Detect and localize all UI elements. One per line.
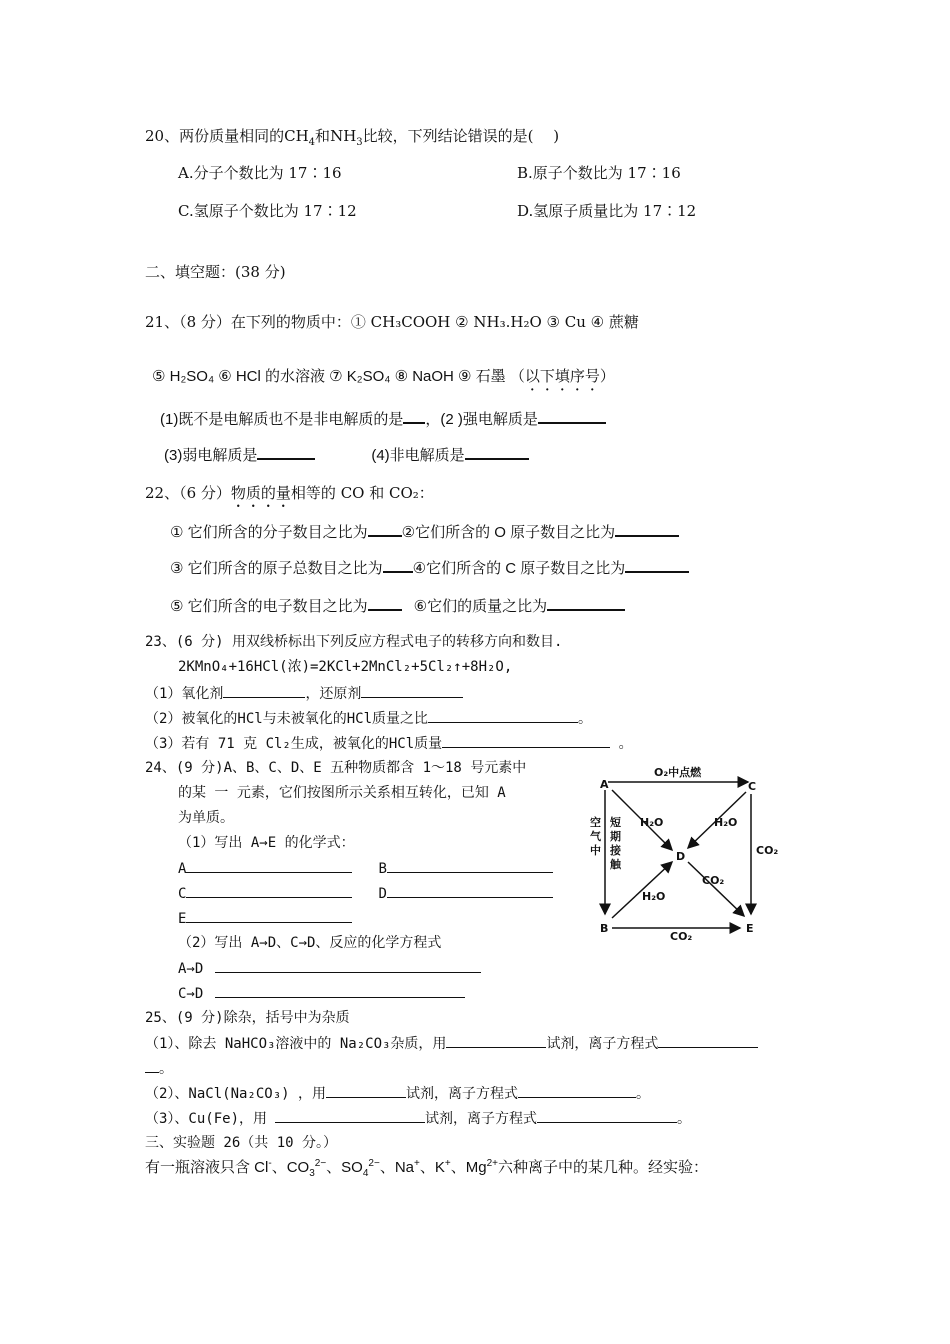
answer-blank[interactable] — [326, 1083, 406, 1098]
label-h2o-ad: H₂O — [640, 816, 664, 829]
q24-part-1: （1）写出 A→E 的化学式： — [178, 835, 355, 851]
answer-blank[interactable] — [442, 733, 610, 748]
node-c: C — [748, 780, 757, 793]
q25-part-1-cont: 。 — [145, 1058, 173, 1079]
label-air-2: 气 — [590, 830, 601, 843]
q23-equation: 2KMnO₄+16HCl(浓)=2KCl+2MnCl₂+5Cl₂↑+8H₂O, — [178, 659, 513, 675]
q24-stem-2: 的某 一 元素，它们按图所示关系相互转化，已知 A — [178, 785, 506, 801]
q25-part-2: （2）、NaCl(Na₂CO₃) ，用 试剂，离子方程式 。 — [145, 1083, 650, 1104]
answer-blank[interactable] — [625, 557, 689, 573]
label-short-4: 触 — [610, 858, 621, 871]
answer-blank[interactable] — [368, 595, 402, 611]
answer-blank[interactable] — [186, 883, 352, 898]
answer-blank[interactable] — [403, 408, 425, 424]
label-air-3: 中 — [590, 844, 601, 857]
label-air-1: 空 — [590, 816, 601, 829]
label-short-3: 接 — [610, 844, 621, 857]
q21-part-3-4: (3)弱电解质是 (4)非电解质是 — [164, 444, 529, 466]
q24-stem-3: 为单质。 — [178, 810, 234, 826]
q24-row-e: E — [178, 908, 352, 929]
q23-part-3: （3）若有 71 克 Cl₂生成，被氧化的HCl质量 。 — [145, 733, 633, 754]
answer-blank[interactable] — [518, 1083, 636, 1098]
label-short-1: 短 — [610, 816, 621, 829]
q20-option-b: B.原子个数比为 17∶16 — [517, 164, 681, 182]
node-a: A — [600, 778, 609, 791]
answer-blank[interactable] — [446, 1033, 546, 1048]
label-co2-de: CO₂ — [702, 874, 725, 887]
q26-stem: 有一瓶溶液只含 Cl-、$CO_3^{2-}$、$SO_4^{2-}$、Na+、K+、$Mg^{2+}$六种离子中的某几种。经实验： — [145, 1158, 708, 1179]
q22-row-2: ③ 它们所含的原子总数目之比为 ④它们所含的 C 原子数目之比为 — [170, 557, 689, 579]
answer-blank[interactable] — [361, 683, 463, 698]
q20-option-d: D.氢原子质量比为 17∶12 — [517, 202, 697, 220]
section-3-heading: 三、实验题 26（共 10 分。） — [145, 1135, 338, 1151]
answer-blank[interactable] — [658, 1033, 758, 1048]
answer-blank[interactable] — [215, 958, 481, 973]
q25-part-1: （1）、除去 NaHCO₃溶液中的 Na₂CO₃杂质，用 试剂，离子方程式 — [145, 1033, 758, 1054]
q22-row-3: ⑤ 它们所含的电子数目之比为 ⑥它们的质量之比为 — [170, 595, 625, 617]
answer-blank[interactable] — [275, 1108, 425, 1123]
answer-blank[interactable] — [387, 883, 553, 898]
answer-blank[interactable] — [538, 408, 606, 424]
answer-blank[interactable] — [547, 595, 625, 611]
q24-row-cd-eq: C→D — [178, 983, 465, 1004]
q21-stem: 21、（8 分）在下列的物质中：① CH₃COOH ② NH₃.H₂O ③ Cu ④ 蔗糖 — [145, 313, 639, 331]
emphasis-dots: 以下填序号 — [524, 368, 600, 385]
answer-blank[interactable] — [186, 858, 352, 873]
node-b: B — [600, 922, 609, 935]
q24-part-2: （2）写出 A→D、C→D、反应的化学方程式 — [178, 935, 442, 951]
q23-part-2: （2）被氧化的HCl与未被氧化的HCl质量之比 。 — [145, 708, 592, 729]
label-o2-ignite: O₂中点燃 — [654, 766, 702, 779]
q21-part-1-2: (1)既不是电解质也不是非电解质的是 ，(2 )强电解质是 — [160, 408, 606, 430]
node-d: D — [676, 850, 686, 863]
answer-blank[interactable] — [465, 444, 529, 460]
conversion-diagram — [588, 760, 788, 940]
q24-row-cd: C D — [178, 883, 553, 904]
q21-substances: ⑤ H₂SO₄ ⑥ HCl 的水溶液 ⑦ K₂SO₄ ⑧ NaOH ⑨ 石墨 （以下填序号） — [152, 368, 615, 385]
answer-blank[interactable] — [383, 557, 413, 573]
answer-blank[interactable] — [257, 444, 315, 460]
answer-blank[interactable] — [186, 908, 352, 923]
answer-blank[interactable] — [368, 521, 402, 537]
label-h2o-cd: H₂O — [714, 816, 738, 829]
answer-blank[interactable] — [537, 1108, 677, 1123]
answer-blank[interactable] — [428, 708, 578, 723]
q24-row-ab: A B — [178, 858, 553, 879]
q23-stem: 23、(6 分) 用双线桥标出下列反应方程式电子的转移方向和数目. — [145, 634, 563, 650]
emphasis-dots: 物质的量 — [230, 484, 291, 502]
label-short-2: 期 — [610, 830, 621, 843]
q20-option-c: C.氢原子个数比为 17∶12 — [178, 202, 357, 220]
label-co2-be: CO₂ — [670, 930, 693, 940]
q24-row-ad: A→D — [178, 958, 481, 979]
answer-blank[interactable] — [387, 858, 553, 873]
q25-part-3: （3）、Cu(Fe)，用 试剂，离子方程式 。 — [145, 1108, 691, 1129]
label-h2o-bd: H₂O — [642, 890, 666, 903]
q20-option-a: A.分子个数比为 17∶16 — [178, 164, 342, 182]
q24-stem-1: 24、(9 分)A、B、C、D、E 五种物质都含 1～18 号元素中 — [145, 760, 527, 776]
label-co2-ce: CO₂ — [756, 844, 779, 857]
arrow-d-to-e — [688, 862, 744, 916]
node-e: E — [746, 922, 754, 935]
q22-stem: 22、（6 分）物质的量相等的 CO 和 CO₂： — [145, 484, 434, 502]
answer-blank[interactable] — [145, 1058, 159, 1073]
answer-blank[interactable] — [615, 521, 679, 537]
section-2-heading: 二、填空题：(38 分) — [145, 263, 286, 281]
q22-row-1: ① 它们所含的分子数目之比为 ②它们所含的 O 原子数目之比为 — [170, 521, 679, 543]
q25-stem: 25、(9 分)除杂，括号中为杂质 — [145, 1010, 350, 1026]
answer-blank[interactable] — [215, 983, 465, 998]
q20-number: 20、 — [145, 127, 180, 145]
q23-part-1: （1）氧化剂 ，还原剂 — [145, 683, 463, 704]
answer-blank[interactable] — [223, 683, 305, 698]
q20-stem: 20、两份质量相同的$CH_4$和$NH_3$比较，下列结论错误的是( ) — [145, 127, 560, 148]
